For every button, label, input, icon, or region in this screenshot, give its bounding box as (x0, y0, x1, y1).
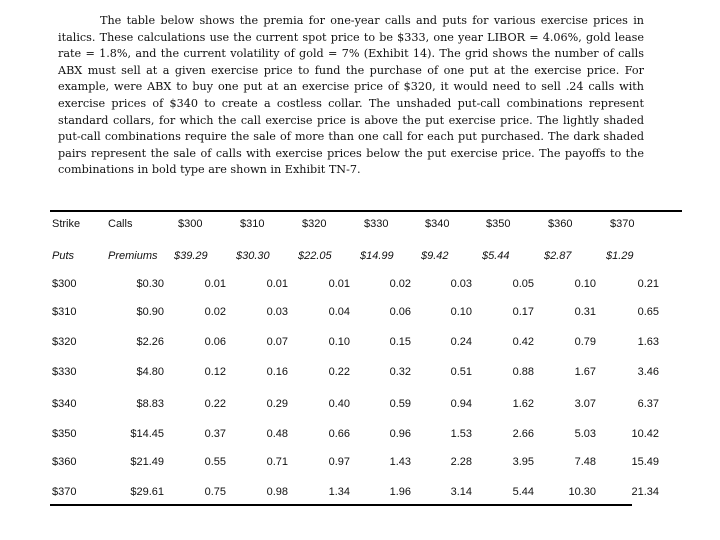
paragraph-line: combinations in bold type are shown in Exhibit TN-7. (58, 163, 361, 177)
ratio-cell: $300 (178, 218, 203, 230)
row-label: $350 (52, 428, 77, 440)
row-label: $300 (52, 278, 77, 290)
ratio-cell: $22.05 (298, 250, 332, 262)
table-row (52, 278, 672, 294)
table-row (52, 428, 672, 444)
paragraph-line: example, were ABX to buy one put at an exercise price of $320, it would need to sell .24 calls with (58, 80, 644, 94)
ratio-cell: 21.34 (631, 486, 659, 498)
ratio-cell: 0.01 (266, 278, 288, 290)
ratio-cell: 0.51 (450, 366, 472, 378)
ratio-cell: 0.22 (204, 398, 226, 410)
paragraph-line: pairs represent the sale of calls with exercise prices below the put exercise price. The payoffs to the (58, 146, 644, 160)
table-row (52, 366, 672, 382)
table-row (52, 336, 672, 352)
row-label: $370 (52, 486, 77, 498)
ratio-cell: 1.96 (389, 486, 411, 498)
row-label: $310 (52, 306, 77, 318)
ratio-cell: $340 (425, 218, 450, 230)
ratio-cell: 0.96 (389, 428, 411, 440)
ratio-cell: 1.43 (389, 456, 411, 468)
row-label: Strike (52, 218, 81, 230)
ratio-cell: 1.67 (574, 366, 596, 378)
ratio-cell: 0.04 (328, 306, 350, 318)
row-label: $340 (52, 398, 77, 410)
premium-cell: $14.45 (130, 428, 164, 440)
ratio-cell: 0.10 (574, 278, 596, 290)
ratio-cell: 0.10 (328, 336, 350, 348)
ratio-cell: 0.16 (266, 366, 288, 378)
ratio-cell: 1.34 (328, 486, 350, 498)
ratio-cell: 0.24 (450, 336, 472, 348)
ratio-cell: $330 (364, 218, 389, 230)
ratio-cell: 3.95 (512, 456, 534, 468)
ratio-cell: 3.07 (574, 398, 596, 410)
ratio-cell: 0.37 (204, 428, 226, 440)
ratio-cell: 0.75 (204, 486, 226, 498)
ratio-cell: 0.22 (328, 366, 350, 378)
ratio-cell: 3.14 (450, 486, 472, 498)
table-row (52, 398, 672, 414)
ratio-cell: 0.12 (204, 366, 226, 378)
ratio-cell: 0.97 (328, 456, 350, 468)
ratio-cell: 2.66 (512, 428, 534, 440)
ratio-cell: 0.94 (450, 398, 472, 410)
table-bottom-rule (50, 504, 632, 506)
premium-cell: $4.80 (136, 366, 164, 378)
table-top-rule (50, 210, 682, 212)
ratio-cell: 0.42 (512, 336, 534, 348)
ratio-cell: 0.15 (389, 336, 411, 348)
ratio-cell: $350 (486, 218, 511, 230)
ratio-cell: $370 (610, 218, 635, 230)
ratio-cell: $9.42 (421, 250, 449, 262)
row-label: $360 (52, 456, 77, 468)
ratio-cell: 0.07 (266, 336, 288, 348)
premium-cell: $21.49 (130, 456, 164, 468)
row-label: $330 (52, 366, 77, 378)
paragraph-line: ABX must sell at a given exercise price to fund the purchase of one put at the exercise price. For (58, 63, 644, 77)
ratio-cell: 0.21 (637, 278, 659, 290)
premium-cell: $8.83 (136, 398, 164, 410)
ratio-cell: 0.40 (328, 398, 350, 410)
paragraph-line: standard collars, for which the call exercise price is above the put exercise price. The lightly shaded (58, 113, 644, 127)
ratio-cell: 5.44 (512, 486, 534, 498)
ratio-cell: 0.10 (450, 306, 472, 318)
ratio-cell: 1.63 (637, 336, 659, 348)
ratio-cell: 0.01 (328, 278, 350, 290)
ratio-cell: $14.99 (360, 250, 394, 262)
premium-cell: $0.30 (136, 278, 164, 290)
ratio-cell: 0.29 (266, 398, 288, 410)
ratio-cell: $310 (240, 218, 265, 230)
row-label: Puts (52, 250, 75, 262)
ratio-cell: 5.03 (574, 428, 596, 440)
ratio-cell: 7.48 (574, 456, 596, 468)
ratio-cell: 0.03 (450, 278, 472, 290)
ratio-cell: 0.71 (266, 456, 288, 468)
ratio-cell: $2.87 (544, 250, 572, 262)
paragraph-line: italics. These calculations use the current spot price to be $333, one year LIBOR = 4.06%, gold lease (58, 30, 644, 44)
ratio-cell: 0.31 (574, 306, 596, 318)
paragraph-line: put-call combinations require the sale of more than one call for each put purchased. The dark shaded (58, 130, 644, 144)
ratio-cell: 0.65 (637, 306, 659, 318)
ratio-cell: 0.59 (389, 398, 411, 410)
paragraph-line: rate = 1.8%, and the current volatility of gold = 7% (Exhibit 14). The grid shows the number of calls (58, 47, 644, 61)
premium-cell: $0.90 (136, 306, 164, 318)
ratio-cell: 0.88 (512, 366, 534, 378)
ratio-cell: $1.29 (606, 250, 634, 262)
table-header-row (52, 218, 672, 234)
ratio-cell: 0.06 (204, 336, 226, 348)
ratio-cell: $360 (548, 218, 573, 230)
ratio-cell: 0.02 (204, 306, 226, 318)
ratio-cell: 10.30 (568, 486, 596, 498)
ratio-cell: 3.46 (637, 366, 659, 378)
ratio-cell: 0.06 (389, 306, 411, 318)
ratio-cell: $39.29 (174, 250, 208, 262)
premium-cell: Premiums (108, 250, 158, 262)
ratio-cell: 0.55 (204, 456, 226, 468)
intro-paragraph (58, 13, 644, 179)
ratio-cell: 10.42 (631, 428, 659, 440)
ratio-cell: 0.48 (266, 428, 288, 440)
ratio-cell: 6.37 (637, 398, 659, 410)
ratio-cell: 0.02 (389, 278, 411, 290)
paragraph-line: exercise prices of $340 to create a costless collar. The unshaded put-call combinations represent (58, 96, 644, 110)
ratio-cell: 0.03 (266, 306, 288, 318)
ratio-cell: $30.30 (236, 250, 270, 262)
premium-cell: Calls (108, 218, 133, 230)
row-label: $320 (52, 336, 77, 348)
ratio-cell: 0.05 (512, 278, 534, 290)
table-row (52, 486, 672, 502)
ratio-cell: 15.49 (631, 456, 659, 468)
ratio-cell: 2.28 (450, 456, 472, 468)
table-row (52, 456, 672, 472)
paragraph-line: The table below shows the premia for one-year calls and puts for various exercise prices in (100, 14, 644, 27)
ratio-cell: $320 (302, 218, 327, 230)
ratio-cell: 1.62 (512, 398, 534, 410)
table-premiums-row (52, 250, 672, 266)
premium-cell: $29.61 (130, 486, 164, 498)
ratio-cell: 0.66 (328, 428, 350, 440)
table-row (52, 306, 672, 322)
ratio-cell: 0.79 (574, 336, 596, 348)
ratio-cell: 0.32 (389, 366, 411, 378)
ratio-cell: 0.01 (204, 278, 226, 290)
ratio-cell: 0.17 (512, 306, 534, 318)
ratio-cell: 0.98 (266, 486, 288, 498)
ratio-cell: 1.53 (450, 428, 472, 440)
premium-cell: $2.26 (136, 336, 164, 348)
ratio-cell: $5.44 (482, 250, 510, 262)
